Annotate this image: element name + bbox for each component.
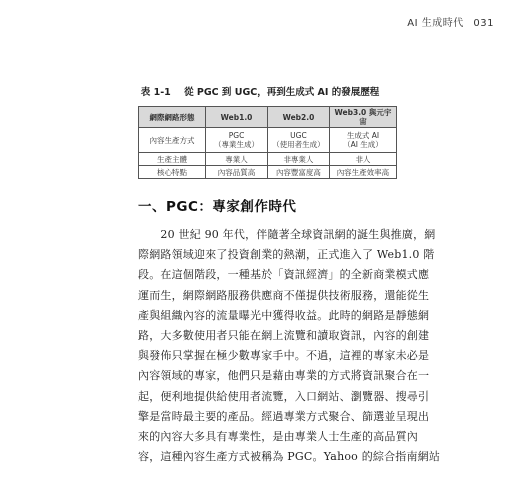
table-cell: 內容生產效率高 <box>329 166 396 179</box>
table-cell: 非專業人 <box>267 153 329 166</box>
table-cell <box>267 128 329 153</box>
row-label: 核心特點 <box>139 166 206 179</box>
table-header-cell: 網際網路形態 <box>139 107 206 128</box>
table-header-row <box>139 107 397 128</box>
text-line: 擎是當時最主要的產品。經過專業方式聚合、篩選並呈現出 <box>138 409 430 423</box>
text-line: 容，這種內容生產方式被稱為 PGC。Yahoo 的綜合指南網站 <box>138 450 441 464</box>
table-row <box>139 128 397 153</box>
cell-line: （AI 生成） <box>343 140 383 149</box>
table-caption-text: 從 PGC 到 UGC，再到生成式 AI 的發展歷程 <box>184 87 380 98</box>
text-line: 段。在這個階段，一種基於「資訊經濟」的全新商業模式應 <box>138 268 430 282</box>
text-line: 路，大多數使用者只能在網上流覽和讀取資訊，內容的創建 <box>138 329 430 343</box>
text-line: 內容領域的專家，他們只是藉由專業的方式將資訊聚合在一 <box>138 369 430 383</box>
text-line: 起，便利地提供給使用者流覽，入口網站、瀏覽器、搜尋引 <box>138 389 430 403</box>
text-line: 際網路領域迎來了投資創業的熱潮，正式進入了 Web1.0 階 <box>138 248 435 262</box>
cell-line: （專業生成） <box>214 140 260 149</box>
table-row <box>139 153 397 166</box>
running-header <box>401 14 494 29</box>
body-text <box>138 225 441 467</box>
table-cell: 非人 <box>329 153 396 166</box>
table-header-cell: Web3.0 與元宇宙 <box>329 107 396 128</box>
cell-line: 生成式 AI <box>346 131 380 140</box>
text-line: 來的內容大多具有專業性，是由專業人士生產的高品質內 <box>138 430 418 444</box>
table-cell: 內容品質高 <box>206 166 268 179</box>
cell-line: PGC <box>228 131 245 140</box>
row-label: 內容生產方式 <box>139 128 206 153</box>
cell-line: （使用者生成） <box>272 140 325 149</box>
text-line: 產與組織內容的流量曝光中獲得收益。此時的網路是靜態網 <box>138 308 430 322</box>
table-cell <box>329 128 396 153</box>
page-number: 031 <box>473 18 494 29</box>
table-cell: 內容豐富度高 <box>267 166 329 179</box>
text-line: 運而生，網際網路服務供應商不僅提供技術服務，還能從生 <box>138 288 430 302</box>
cell-line: UGC <box>290 131 307 140</box>
table-cell: 專業人 <box>206 153 268 166</box>
table-header-cell: Web2.0 <box>267 107 329 128</box>
comparison-table <box>138 106 397 179</box>
book-title: AI 生成時代 <box>407 18 464 29</box>
text-line: 20 世紀 90 年代，伴隨著全球資訊網的誕生與推廣，網 <box>138 228 436 241</box>
table-cell <box>206 128 268 153</box>
table-caption <box>0 84 520 98</box>
table-row <box>139 166 397 179</box>
row-label: 生產主體 <box>139 153 206 166</box>
table-number: 表 1-1 <box>140 87 171 98</box>
text-line: 與發佈只掌握在極少數專家手中。不過，這裡的專家未必是 <box>138 349 430 363</box>
table-header-cell: Web1.0 <box>206 107 268 128</box>
section-heading: 一、PGC：專家創作時代 <box>138 199 297 215</box>
